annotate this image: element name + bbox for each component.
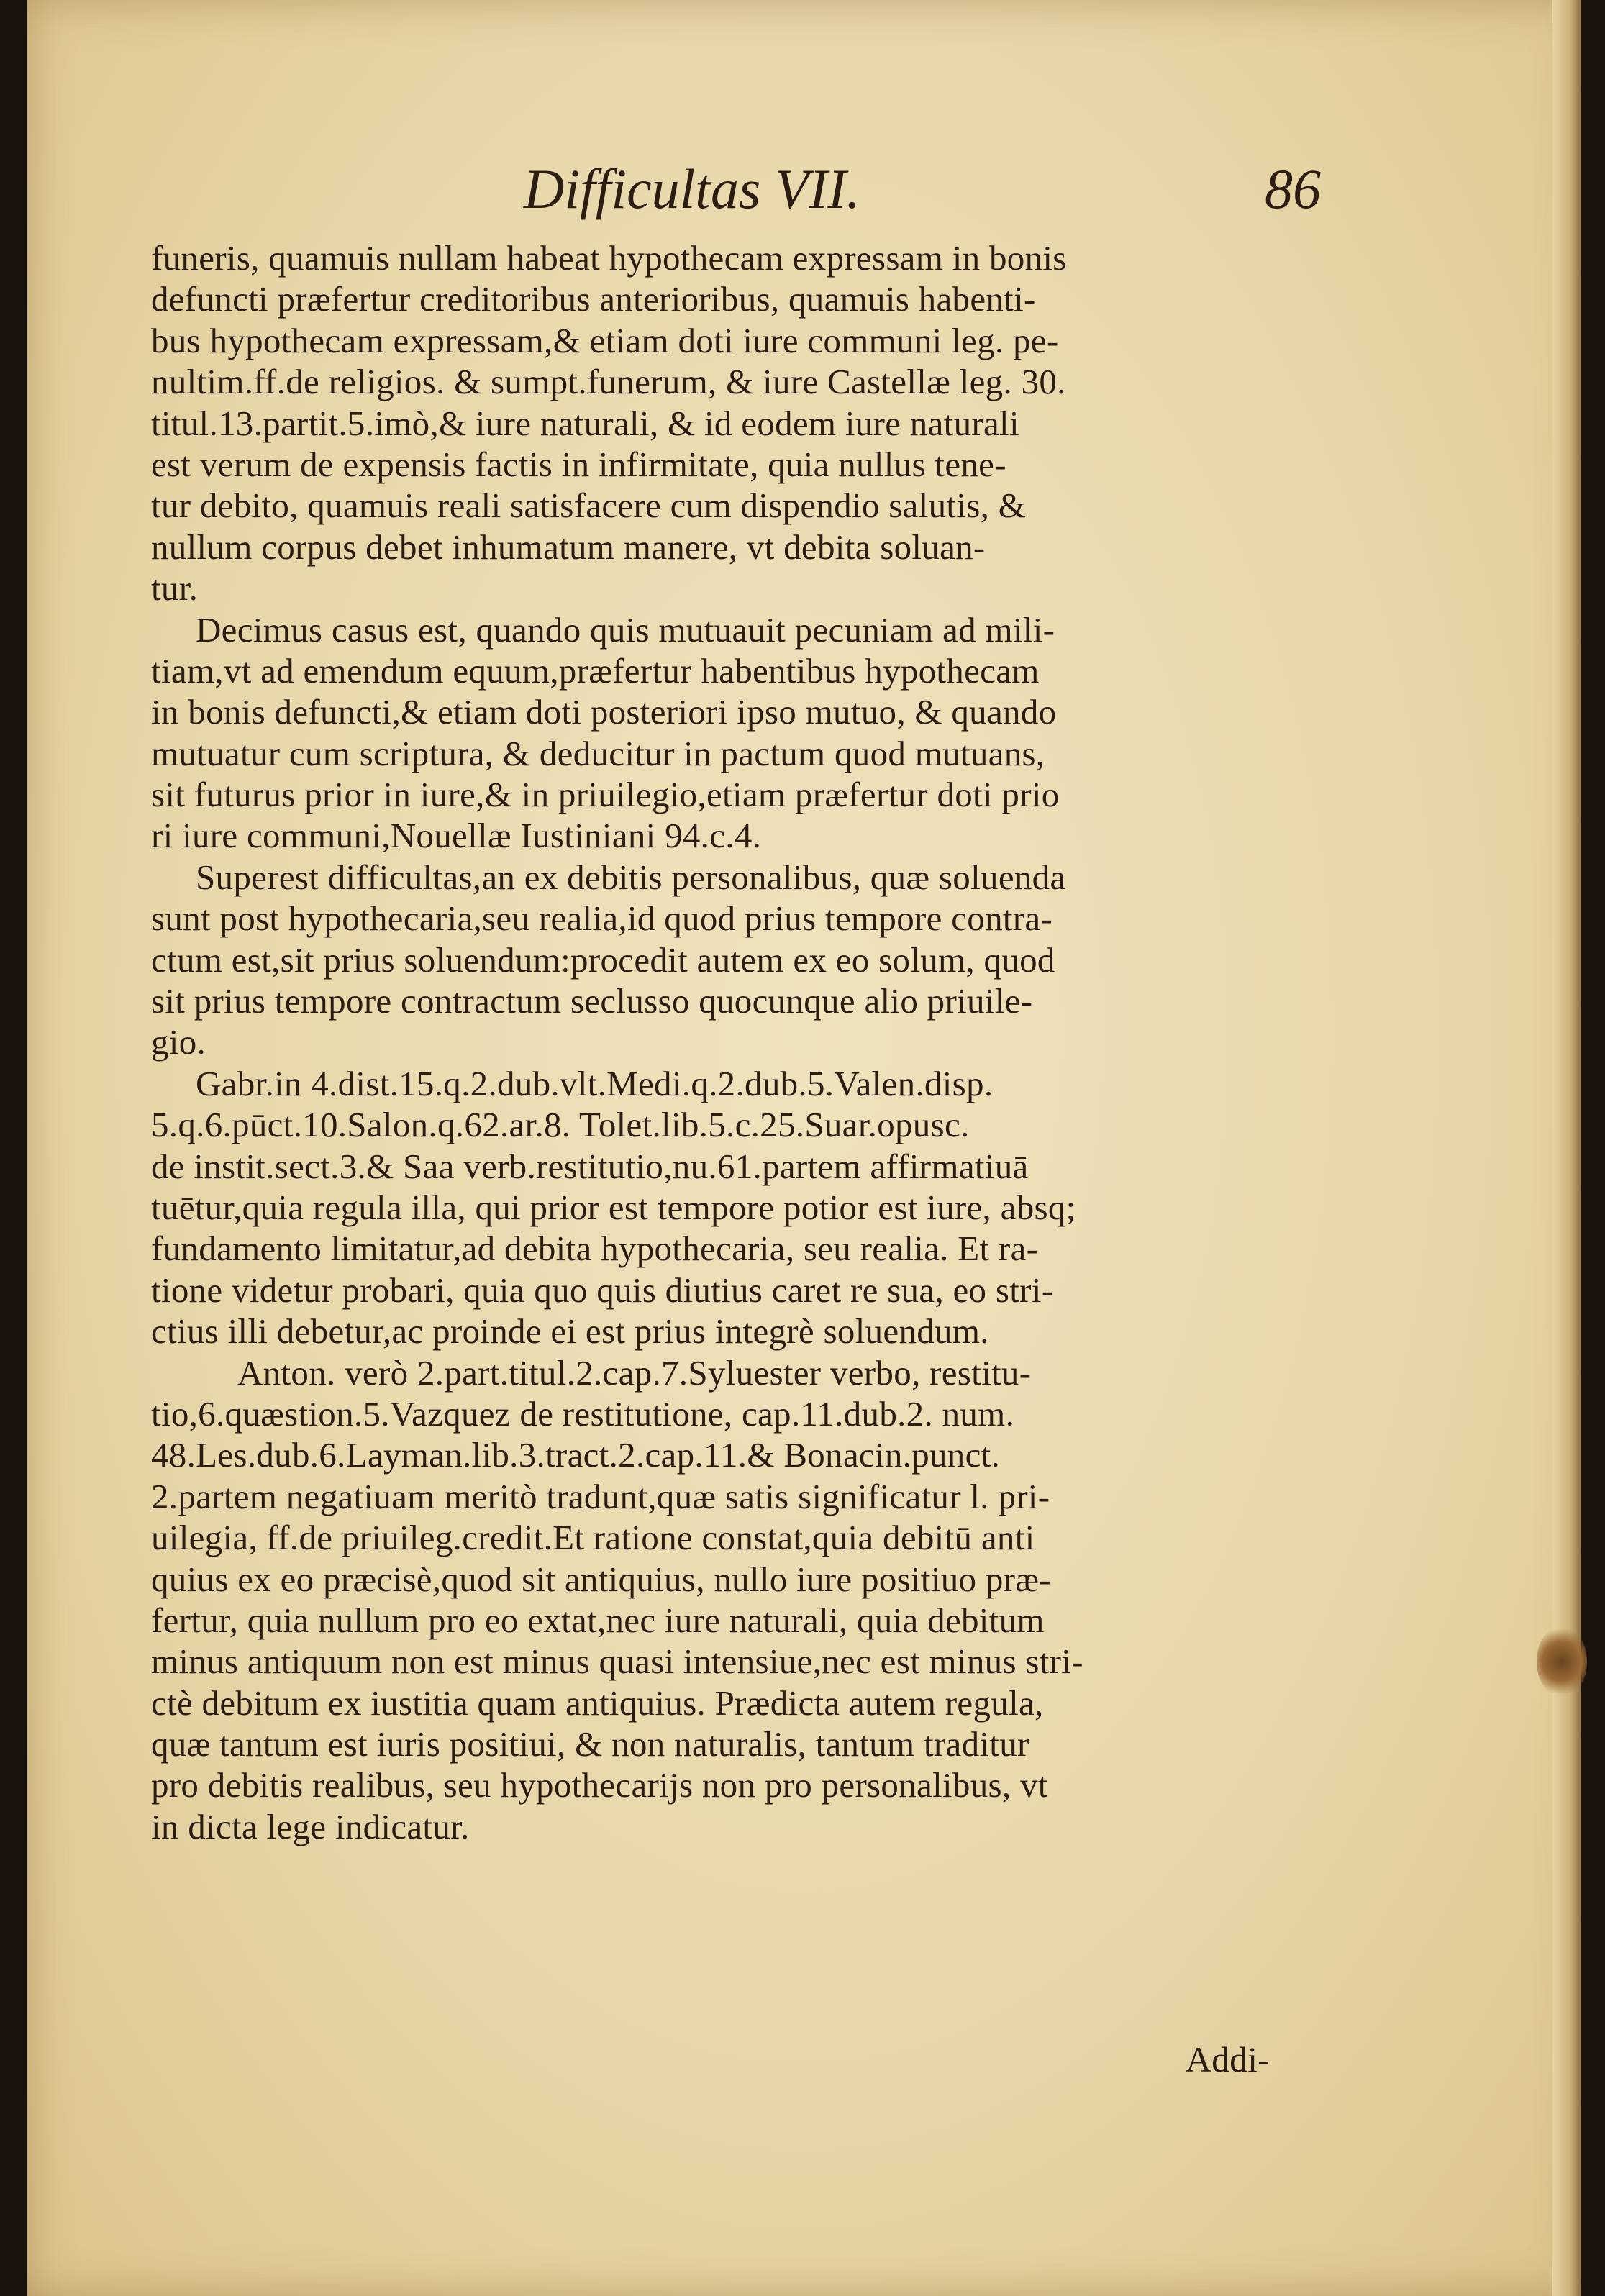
text-line: quæ tantum est iuris positiui, & non naturalis, tantum traditur — [151, 1724, 1029, 1764]
ink-stain — [1537, 1626, 1587, 1698]
text-line: defuncti præfertur creditoribus anterioribus, quamuis habenti- — [151, 279, 1036, 319]
text-line: tur. — [151, 568, 199, 609]
text-line: 2.partem negatiuam meritò tradunt,quæ satis significatur l. pri- — [151, 1476, 1050, 1516]
text-line: sit prius tempore contractum seclusso quocunque alio priuile- — [151, 981, 1033, 1021]
catchword: Addi- — [1186, 2039, 1270, 2079]
text-line: quius ex eo præcisè,quod sit antiquius, nullo iure positiuo præ- — [151, 1559, 1051, 1599]
text-line: in dicta lege indicatur. — [151, 1806, 470, 1846]
text-line: fertur, quia nullum pro eo extat,nec iure naturali, quia debitum — [151, 1600, 1045, 1640]
text-line: fundamento limitatur,ad debita hypothecaria, seu realia. Et ra- — [151, 1229, 1039, 1269]
text-line: tiam,vt ad emendum equum,præfertur habentibus hypothecam — [151, 650, 1040, 691]
text-line: sunt post hypothecaria,seu realia,id quod prius tempore contra- — [151, 898, 1053, 939]
text-line: bus hypothecam expressam,& etiam doti iure communi leg. pe- — [151, 320, 1059, 360]
text-line: Superest difficultas,an ex debitis personalibus, quæ soluenda — [196, 857, 1066, 897]
text-line: nultim.ff.de religios. & sumpt.funerum, & iure Castellæ leg. 30. — [151, 362, 1066, 402]
text-line: funeris, quamuis nullam habeat hypothecam expressam in bonis — [151, 238, 1067, 278]
text-line: uilegia, ff.de priuileg.credit.Et ratione constat,quia debitū anti — [151, 1518, 1035, 1558]
text-line: Anton. verò 2.part.titul.2.cap.7.Syluester verbo, restitu- — [237, 1352, 1032, 1393]
text-line: est verum de expensis factis in infirmitate, quia nullus tene- — [151, 444, 1006, 484]
text-line: 5.q.6.pūct.10.Salon.q.62.ar.8. Tolet.lib.5.c.25.Suar.opusc. — [151, 1105, 970, 1145]
text-line: nullum corpus debet inhumatum manere, vt debita soluan- — [151, 527, 986, 567]
text-line: sit futurus prior in iure,& in priuilegio,etiam præfertur doti prio — [151, 775, 1060, 815]
page-number: 86 — [1265, 158, 1321, 220]
page-edge — [1552, 0, 1581, 2296]
text-line: tione videtur probari, quia quo quis diutius caret re sua, eo stri- — [151, 1270, 1054, 1310]
text-line: tur debito, quamuis reali satisfacere cum dispendio salutis, & — [151, 486, 1027, 526]
running-title: Difficultas VII. — [524, 158, 860, 220]
text-line: ctius illi debetur,ac proinde ei est prius integrè soluendum. — [151, 1311, 989, 1352]
text-line: tuētur,quia regula illa, qui prior est tempore potior est iure, absq; — [151, 1187, 1076, 1227]
text-line: Gabr.in 4.dist.15.q.2.dub.vlt.Medi.q.2.dub.5.Valen.disp. — [196, 1063, 994, 1103]
text-line: mutuatur cum scriptura, & deducitur in pactum quod mutuans, — [151, 733, 1045, 773]
text-line: de instit.sect.3.& Saa verb.restitutio,nu.61.partem affirmatiuā — [151, 1146, 1029, 1186]
text-line: Decimus casus est, quando quis mutuauit pecuniam ad mili- — [196, 609, 1055, 650]
text-line: ctè debitum ex iustitia quam antiquius. Prædicta autem regula, — [151, 1682, 1044, 1723]
body-text — [151, 237, 1324, 1847]
text-line: 48.Les.dub.6.Layman.lib.3.tract.2.cap.11.& Bonacin.punct. — [151, 1435, 1001, 1475]
book-page — [27, 0, 1581, 2296]
text-line: titul.13.partit.5.imò,& iure naturali, & id eodem iure naturali — [151, 403, 1019, 443]
text-line: in bonis defuncti,& etiam doti posteriori ipso mutuo, & quando — [151, 692, 1057, 732]
text-line: gio. — [151, 1022, 206, 1062]
text-line: minus antiquum non est minus quasi intensiue,nec est minus stri- — [151, 1641, 1083, 1682]
page-header — [27, 157, 1394, 236]
text-line: pro debitis realibus, seu hypothecarijs non pro personalibus, vt — [151, 1765, 1048, 1805]
text-line: ri iure communi,Nouellæ Iustiniani 94.c.4. — [151, 816, 762, 856]
text-line: tio,6.quæstion.5.Vazquez de restitutione, cap.11.dub.2. num. — [151, 1393, 1015, 1434]
text-line: ctum est,sit prius soluendum:procedit autem ex eo solum, quod — [151, 939, 1055, 980]
